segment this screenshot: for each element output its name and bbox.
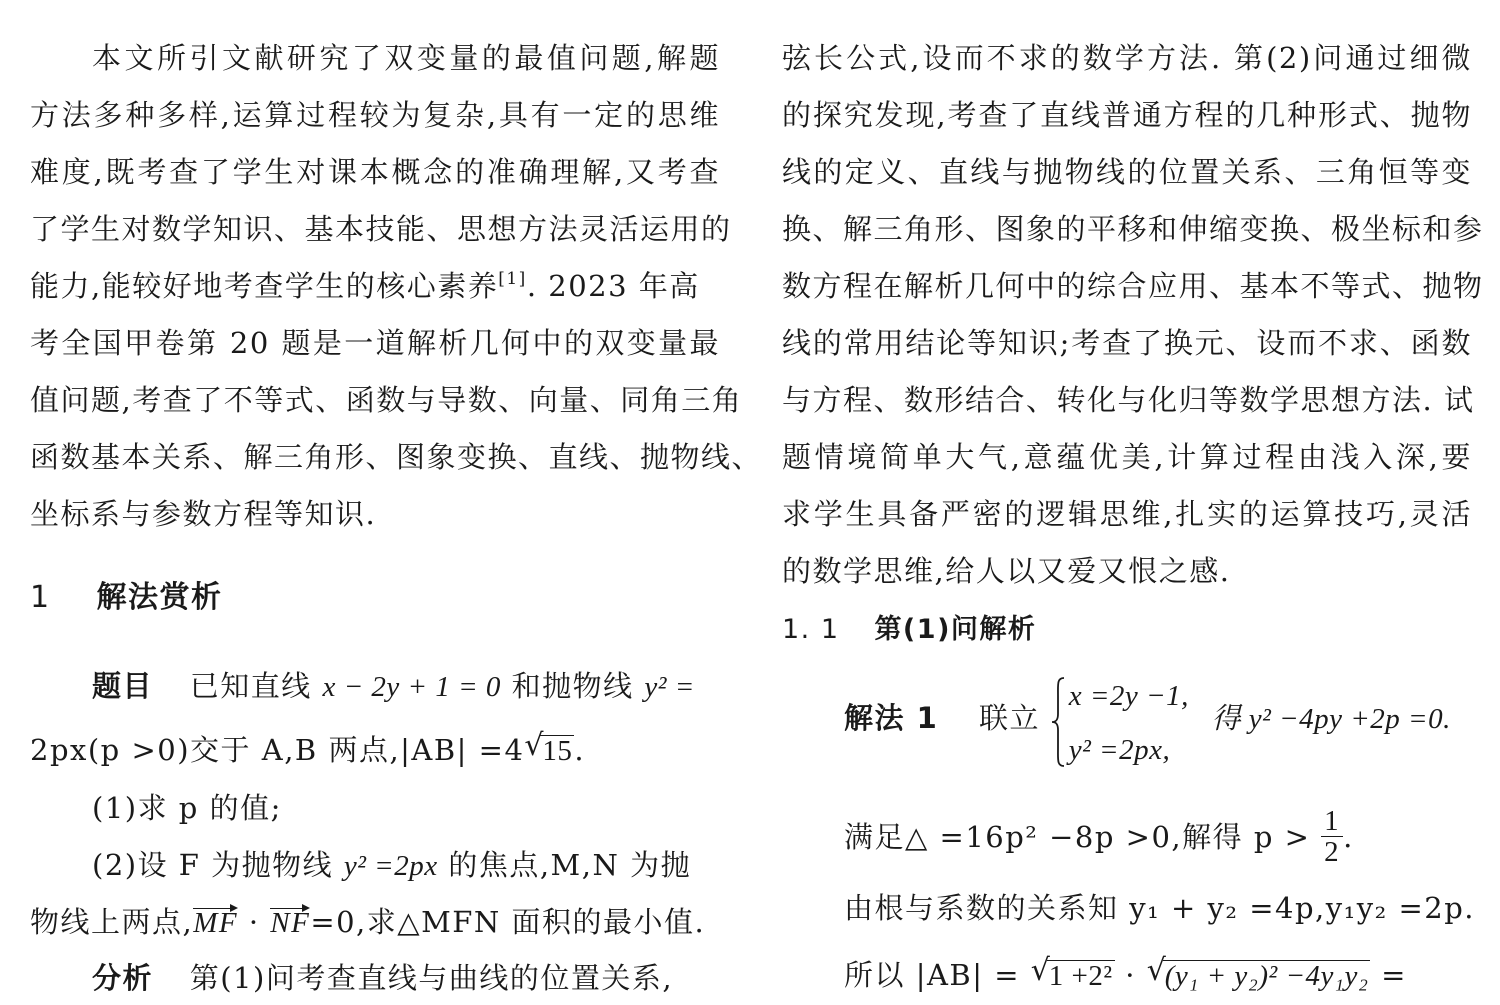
q2-text-c: 物线上两点,	[30, 905, 194, 939]
ab-prefix: 所以 |AB| =	[844, 958, 1021, 992]
radical-sign-icon: √	[1146, 953, 1168, 988]
right-line-10: 的数学思维,给人以又爱又恨之感.	[782, 554, 1231, 588]
line-equation: x − 2y + 1 = 0	[322, 671, 501, 703]
question-2-line-2	[30, 902, 720, 942]
citation-mark: [1]	[498, 269, 527, 289]
problem-line-2-text: 2px(p >0)交于 A,B 两点,|AB| =4	[30, 733, 525, 767]
question-1: (1)求 p 的值;	[92, 791, 282, 825]
ab-end: =	[1381, 958, 1407, 992]
left-brace-icon	[1051, 676, 1067, 768]
intro-line-7: 值问题,考查了不等式、函数与导数、向量、同角三角	[30, 383, 743, 417]
vieta-line: 由根与系数的关系知 y₁ + y₂ =4p,y₁y₂ =2p.	[844, 891, 1475, 925]
method-1-block	[844, 680, 1472, 778]
intro-line-6: 考全国甲卷第 20 题是一道解析几何中的双变量最	[30, 326, 720, 360]
right-line-7: 与方程、数形结合、转化与化归等数学思想方法. 试	[782, 383, 1475, 417]
analysis-line	[92, 958, 720, 998]
sqrt-15	[524, 730, 574, 770]
fraction-numerator: 1	[1321, 806, 1343, 837]
method-lianli: 联立	[979, 701, 1041, 735]
intro-line-5	[30, 266, 720, 306]
intro-line-9: 坐标系与参数方程等知识.	[30, 497, 377, 531]
ab-dot: ·	[1125, 958, 1136, 992]
right-line-2: 的探究发现,考查了直线普通方程的几种形式、抛物	[782, 98, 1472, 132]
sqrt-discriminant	[1147, 955, 1371, 995]
sqrt-1-plus-2sq	[1031, 955, 1115, 995]
parabola-lhs: y² =	[644, 671, 695, 703]
intro-line-8: 函数基本关系、解三角形、图象变换、直线、抛物线、	[30, 440, 763, 474]
subsection-number: 1. 1	[782, 614, 840, 645]
intro-line-5-text: 能力,能较好地考查学生的核心素养	[30, 269, 499, 303]
satisfy-text: 满足△ =16p² −8p >0,解得 p >	[844, 820, 1311, 854]
q2-parabola: y² =2px	[343, 850, 438, 882]
q2-text-a: (2)设 F 为抛物线	[92, 848, 334, 882]
system-eq-2: y² =2px,	[1068, 734, 1171, 766]
fraction-end: .	[1343, 820, 1354, 854]
right-line-6: 线的常用结论等知识;考查了换元、设而不求、函数	[782, 326, 1472, 360]
dot-product-sign: ·	[248, 905, 260, 939]
q2-text-d: =0,求△MFN 面积的最小值.	[310, 905, 706, 939]
equation-system	[1051, 680, 1201, 766]
right-line-3: 线的定义、直线与抛物线的位置关系、三角恒等变	[782, 155, 1472, 189]
problem-text-a: 已知直线	[189, 669, 312, 703]
intro-line-2: 方法多种多样,运算过程较为复杂,具有一定的思维	[30, 98, 720, 132]
section-number: 1	[30, 580, 51, 615]
intro-line-3: 难度,既考查了学生对课本概念的准确理解,又考查	[30, 155, 720, 189]
right-line-9: 求学生具备严密的逻辑思维,扎实的运算技巧,灵活	[782, 497, 1472, 531]
vector-mf: MF	[193, 903, 238, 943]
problem-text-b: 和抛物线	[511, 669, 634, 703]
fraction-denominator: 2	[1324, 836, 1341, 868]
analysis-label: 分析	[92, 961, 154, 995]
radical-sign-icon: √	[524, 728, 546, 763]
right-line-1: 弦长公式,设而不求的数学方法. 第(2)问通过细微	[782, 41, 1472, 75]
sqrt-discriminant-value: (y₁ + y₂)² −4y₁y₂	[1164, 960, 1369, 992]
subsection-heading	[782, 610, 1472, 650]
right-line-5: 数方程在解析几何中的综合应用、基本不等式、抛物	[782, 269, 1484, 303]
vector-nf: NF	[270, 903, 310, 943]
method-result: 得 y² −4py +2p =0.	[1211, 703, 1451, 735]
intro-line-1: 本文所引文献研究了双变量的最值问题,解题	[92, 41, 720, 75]
problem-label: 题目	[92, 669, 154, 703]
q2-text-b: 的焦点,M,N 为抛	[448, 848, 692, 882]
method-label: 解法 1	[844, 701, 939, 735]
section-heading	[30, 578, 720, 618]
problem-line-2-end: .	[574, 733, 586, 767]
right-line-4: 换、解三角形、图象的平移和伸缩变换、极坐标和参	[782, 212, 1484, 246]
discriminant-line	[844, 805, 1472, 868]
system-eq-1: x =2y −1,	[1068, 680, 1189, 712]
analysis-text: 第(1)问考查直线与曲线的位置关系,	[189, 961, 674, 995]
ab-length-line	[844, 955, 1472, 995]
problem-line-2	[30, 730, 720, 770]
problem-line-1	[92, 666, 720, 706]
section-title: 解法赏析	[96, 580, 223, 615]
radical-sign-icon: √	[1030, 953, 1052, 988]
right-line-8: 题情境简单大气,意蕴优美,计算过程由浅入深,要	[782, 440, 1472, 474]
fraction-one-half	[1321, 806, 1343, 867]
intro-line-5-tail: . 2023 年高	[526, 269, 700, 303]
subsection-title: 第(1)问解析	[874, 614, 1037, 645]
question-2-line-1	[92, 845, 720, 885]
sqrt-1-plus-2sq-value: 1 +2²	[1048, 960, 1113, 992]
intro-line-4: 了学生对数学知识、基本技能、思想方法灵活运用的	[30, 212, 732, 246]
sqrt-15-value: 15	[542, 735, 573, 767]
